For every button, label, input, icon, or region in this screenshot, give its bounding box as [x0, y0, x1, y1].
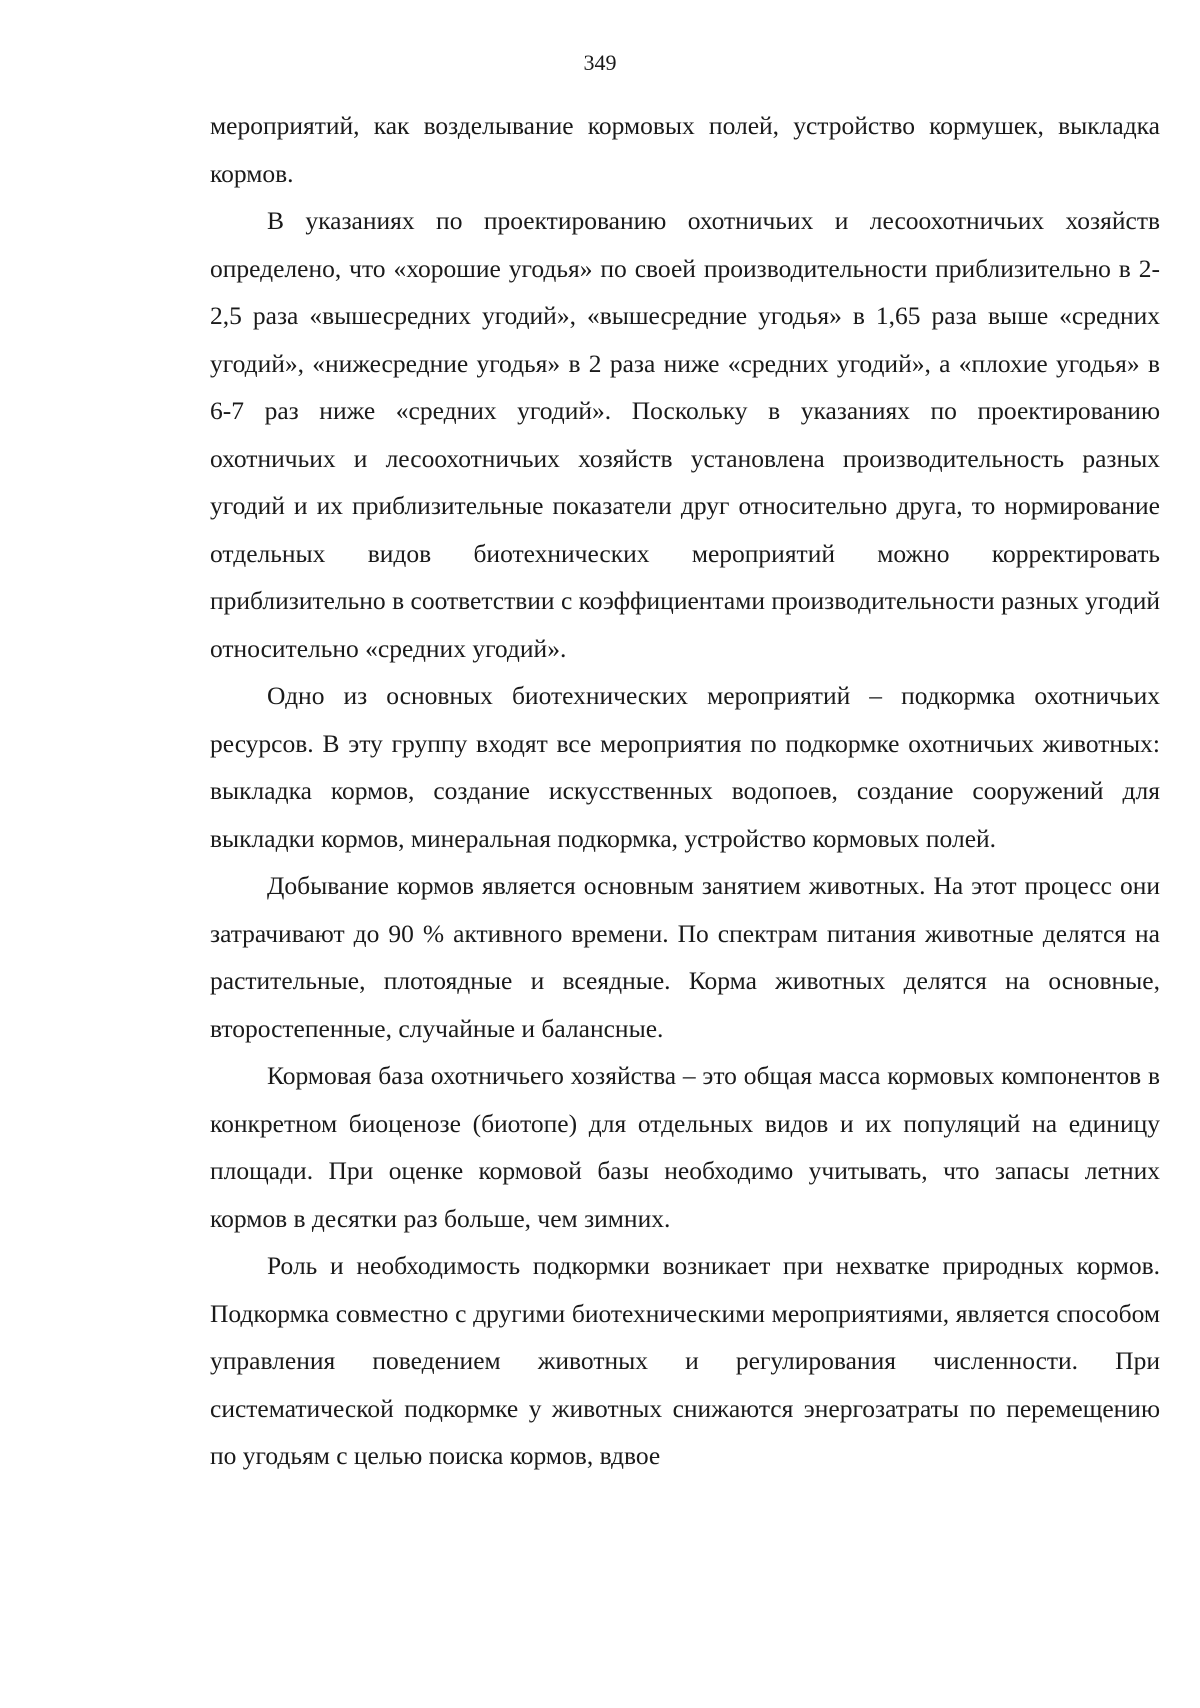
paragraph-feeding-measures: Одно из основных биотехнических мероприятий – подкормка охотничьих ресурсов. В эту группу входят все мероприятия по подкормке охотничьих животных: выкладка кормов, создание искусственных водопоев, создание сооружений для выкладки кормов, минеральная подкормка, устройство кормовых полей.: [210, 681, 1160, 853]
body-text: [210, 102, 1160, 1480]
paragraph-feeding-role: Роль и необходимость подкормки возникает при нехватке природных кормов. Подкормка совместно с другими биотехническими мероприятиями, является способом управления поведением животных и регулирования численности. При систематической подкормке у животных снижаются энергозатраты по перемещению по угодьям с целью поиска кормов, вдвое: [210, 1251, 1160, 1470]
paragraph-continuation: мероприятий, как возделывание кормовых полей, устройство кормушек, выкладка кормов.: [210, 111, 1160, 188]
paragraph-hunting-grounds-productivity: В указаниях по проектированию охотничьих и лесоохотничьих хозяйств определено, что «хорошие угодья» по своей производительности приблизительно в 2-2,5 раза «вышесредних угодий», «вышесредние угодья» в 1,65 раза выше «средних угодий», «нижесредние угодья» в 2 раза ниже «средних угодий», а «плохие угодья» в 6-7 раз ниже «средних угодий». Поскольку в указаниях по проектированию охотничьих и лесоохотничьих хозяйств установлена производительность разных угодий и их приблизительные показатели друг относительно друга, то нормирование отдельных видов биотехнических мероприятий можно корректировать приблизительно в соответствии с коэффициентами производительности разных угодий относительно «средних угодий».: [210, 206, 1160, 663]
paragraph-food-gathering: Добывание кормов является основным занятием животных. На этот процесс они затрачивают до 90 % активного времени. По спектрам питания животные делятся на растительные, плотоядные и всеядные. Корма животных делятся на основные, второстепенные, случайные и балансные.: [210, 871, 1160, 1043]
paragraph-food-base: Кормовая база охотничьего хозяйства – это общая масса кормовых компонентов в конкретном биоценозе (биотопе) для отдельных видов и их популяций на единицу площади. При оценке кормовой базы необходимо учитывать, что запасы летних кормов в десятки раз больше, чем зимних.: [210, 1061, 1160, 1233]
page-number: 349: [583, 50, 617, 75]
